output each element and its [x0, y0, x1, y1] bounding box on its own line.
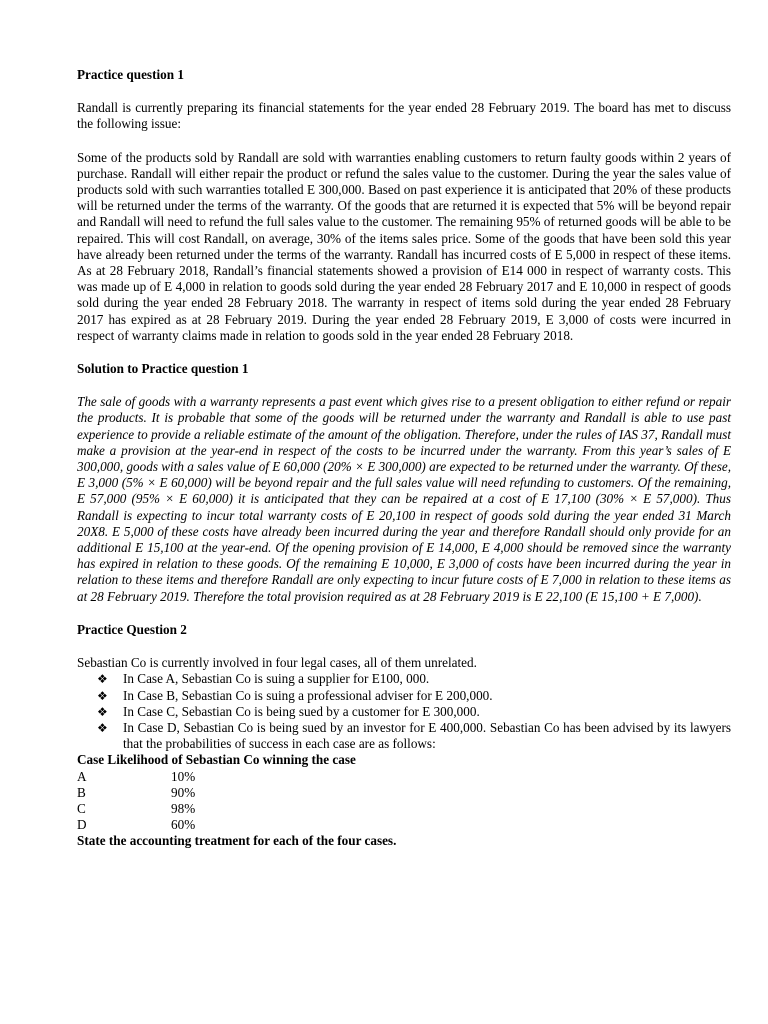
legal-cases-list [77, 671, 731, 752]
case-likelihood: 90% [171, 784, 196, 800]
document-content [77, 67, 731, 850]
solution-1-title: Solution to Practice question 1 [77, 361, 249, 377]
diamond-bullet-icon: ❖ [97, 720, 108, 735]
case-text: In Case D, Sebastian Co is being sued by an investor for E 400,000. Sebastian Co has been advised by its lawyers that the probabilities of success in each case are as follows: [123, 719, 731, 752]
case-letter: C [77, 800, 86, 816]
diamond-bullet-icon: ❖ [97, 704, 108, 719]
diamond-bullet-icon: ❖ [97, 688, 108, 703]
case-text: In Case C, Sebastian Co is being sued by a customer for E 300,000. [123, 703, 480, 719]
case-table-header: Case Likelihood of Sebastian Co winning the case [77, 752, 356, 768]
practice-question-1-intro: Randall is currently preparing its financial statements for the year ended 28 February 2019. The board has met to discuss the following issue: [77, 100, 731, 132]
case-letter: A [77, 768, 87, 784]
practice-question-2-title: Practice Question 2 [77, 621, 187, 637]
list-item [97, 671, 731, 687]
list-item [97, 704, 731, 720]
case-letter: D [77, 817, 87, 833]
case-letter: B [77, 784, 86, 800]
case-likelihood: 98% [171, 800, 196, 816]
case-text: In Case A, Sebastian Co is suing a supplier for E100, 000. [123, 671, 430, 687]
case-likelihood: 10% [171, 768, 196, 784]
case-text: In Case B, Sebastian Co is suing a professional adviser for E 200,000. [123, 687, 493, 703]
practice-question-1-title: Practice question 1 [77, 67, 184, 82]
practice-question-2-intro: Sebastian Co is currently involved in four legal cases, all of them unrelated. [77, 655, 477, 671]
table-row [77, 769, 731, 785]
question-2-instruction: State the accounting treatment for each of the four cases. [77, 833, 397, 849]
case-table [77, 769, 731, 834]
solution-1-body: The sale of goods with a warranty represents a past event which gives rise to a present obligation to either refund or repair the products. It is probable that some of the goods will be returned under the warranty and Randall is able to use past experience to provide a reliable estimate of the amount of the obligation. Therefore, under the rules of IAS 37, Randall must make a provision at the year-end in respect of the costs to be incurred under the warranty. From this year’s sales of E 300,000, goods with a sales value of E 60,000 (20% × E 300,000) are expected to be returned under the warranty. Of these, E 3,000 (5% × E 60,000) will be beyond repair and the full sales value will need refunding to customers. Of the remaining, E 57,000 (95% × E 60,000) it is anticipated that they can be repaired at a cost of E 17,100 (30% × E 57,000). Thus Randall is expecting to incur total warranty costs of E 20,100 in respect of goods sold during the year ended 31 March 20X8. E 5,000 of these costs have already been incurred during the year and therefore Randall should only provide for an additional E 15,100 at the year-end. Of the opening provision of E 14,000, E 4,000 should be removed since the warranty has expired in relation to these goods. Of the remaining E 10,000, E 3,000 of costs have been incurred during the year in relation to these items and therefore Randall are only expecting to incur future costs of E 7,000 in relation to these items as at 28 February 2019. Therefore the total provision required as at 28 February 2019 is E 22,100 (E 15,100 + E 7,000). [77, 394, 732, 604]
table-row [77, 785, 731, 801]
table-row [77, 801, 731, 817]
table-row [77, 817, 731, 833]
diamond-bullet-icon: ❖ [97, 672, 108, 687]
list-item [97, 688, 731, 704]
list-item [97, 720, 731, 752]
practice-question-1-body: Some of the products sold by Randall are sold with warranties enabling customers to return faulty goods within 2 years of purchase. Randall will either repair the product or refund the sales value to the customer. During the year the sales value of products sold with such warranties totalled E 300,000. Based on past experience it is anticipated that 20% of these products will be returned under the terms of the warranty. Of the goods that are returned it is expected that 5% will be beyond repair and Randall will need to refund the full sales value to the customer. The remaining 95% of returned goods will be able to be repaired. This will cost Randall, on average, 30% of the items sales price. Some of the goods that have been sold this year have already been returned under the terms of the warranty. Randall has incurred costs of E 5,000 in respect of these items. As at 28 February 2018, Randall’s financial statements showed a provision of E14 000 in respect of warranty costs. This was made up of E 4,000 in relation to goods sold during the year ended 28 February 2017 and E 10,000 in respect of goods sold during the year ended 28 February 2018. The warranty in respect of items sold during the year ended 28 February 2017 has expired as at 28 February 2019. During the year ended 28 February 2019, E 3,000 of costs were incurred in respect of warranty claims made in relation to goods sold in the year ended 28 February 2018. [77, 149, 731, 343]
case-likelihood: 60% [171, 817, 196, 833]
